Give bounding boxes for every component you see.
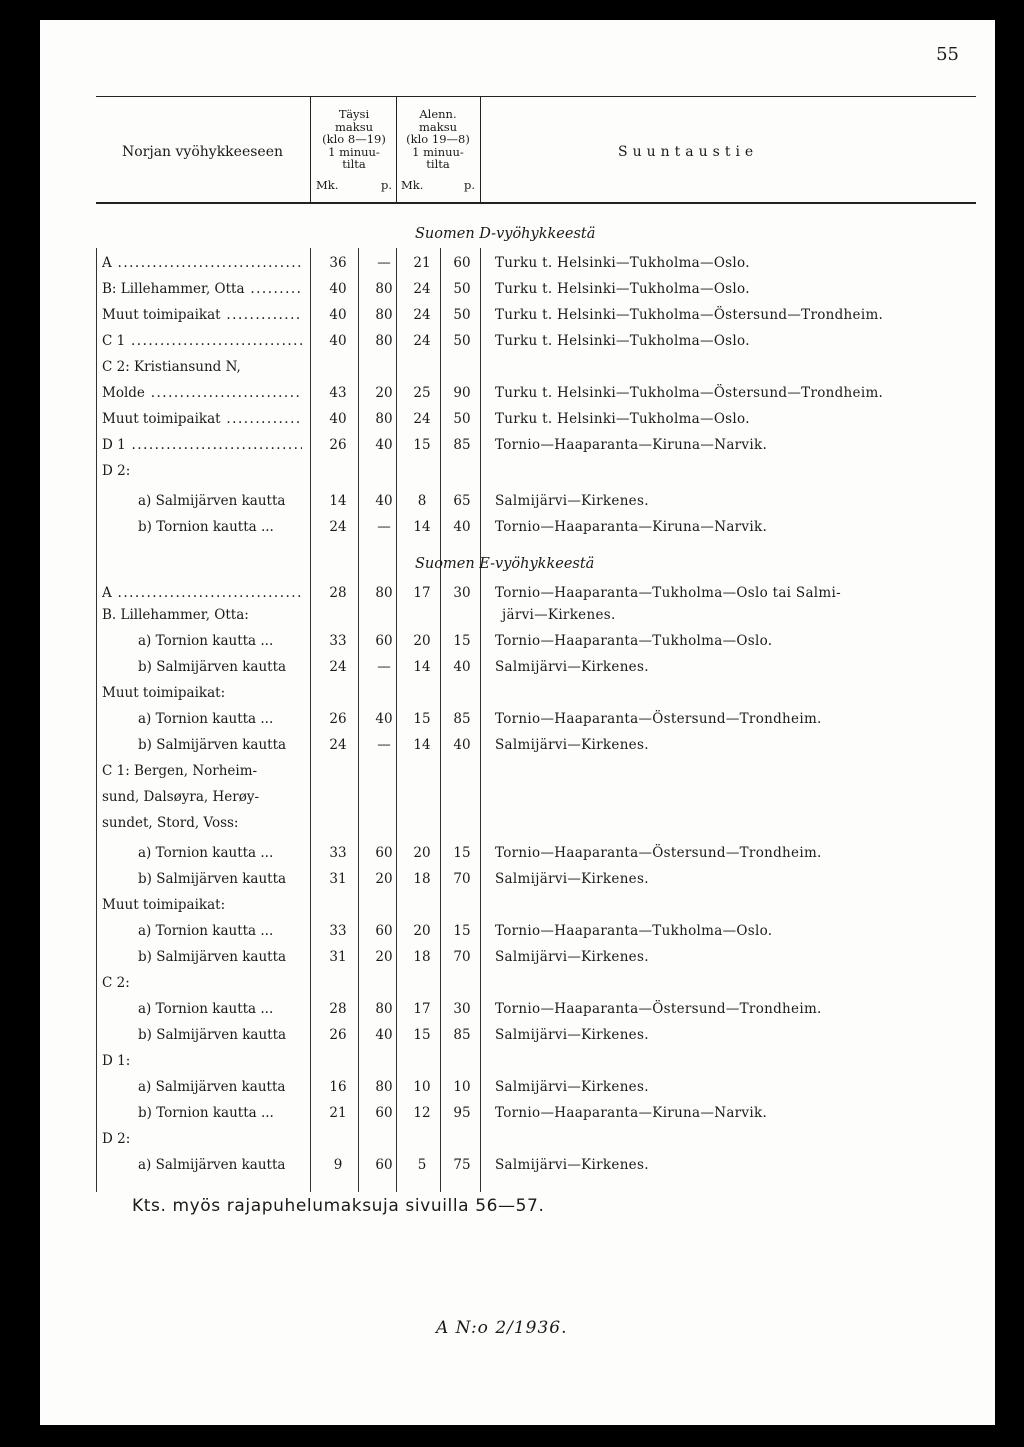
reduced-p-cell: 95 [453, 1105, 471, 1121]
header-route-label: Suuntaustie [618, 144, 759, 160]
zone-cell: a) Tornion kautta ... [138, 1001, 274, 1017]
full-p-cell: 60 [375, 923, 393, 939]
table-row [40, 998, 995, 1020]
zone-cell: a) Tornion kautta ... [138, 923, 274, 939]
table-row [40, 516, 995, 538]
table-row [40, 972, 995, 994]
reduced-p-cell: 15 [453, 845, 471, 861]
reduced-p-cell: 65 [453, 493, 471, 509]
full-mk-cell: 21 [329, 1105, 347, 1121]
table-row [40, 1076, 995, 1098]
full-p-cell: 80 [375, 411, 393, 427]
reduced-rate-line-1: Alenn. [419, 107, 457, 121]
full-rate-line-1: Täysi [338, 107, 370, 121]
full-mk-cell: 14 [329, 493, 347, 509]
reduced-rate-p-unit: p. [463, 177, 475, 192]
reduced-mk-cell: 17 [413, 1001, 431, 1017]
reduced-mk-cell: 21 [413, 255, 431, 271]
table-row [40, 760, 995, 782]
reduced-p-cell: 15 [453, 633, 471, 649]
zone-cell: b) Salmijärven kautta [138, 871, 287, 887]
route-cell: Salmijärvi—Kirkenes. [495, 493, 649, 509]
route-cell: Turku t. Helsinki—Tukholma—Östersund—Trondheim. [495, 385, 884, 401]
full-p-cell: 80 [375, 585, 393, 601]
reduced-p-cell: 30 [453, 1001, 471, 1017]
zone-cell: sund, Dalsøyra, Herøy- [102, 789, 260, 805]
edition-mark: A N:o 2/1936. [436, 1318, 568, 1338]
route-cell: Salmijärvi—Kirkenes. [495, 737, 649, 753]
full-p-cell: 60 [375, 1157, 393, 1173]
full-mk-cell: 40 [329, 281, 347, 297]
section-e-title: Suomen E-vyöhykkeestä [415, 556, 595, 572]
table-row [40, 868, 995, 890]
reduced-mk-cell: 24 [413, 307, 431, 323]
route-cell: Salmijärvi—Kirkenes. [495, 1157, 649, 1173]
zone-cell: C 2: [102, 975, 130, 991]
route-cell: Tornio—Haaparanta—Östersund—Trondheim. [495, 711, 822, 727]
reduced-mk-cell: 5 [417, 1157, 427, 1173]
route-cell: Turku t. Helsinki—Tukholma—Oslo. [495, 281, 750, 297]
table-row [40, 490, 995, 512]
reduced-p-cell: 85 [453, 1027, 471, 1043]
document-page [40, 20, 995, 1425]
reduced-p-cell: 50 [453, 281, 471, 297]
table-row [40, 382, 995, 404]
reduced-p-cell: 75 [453, 1157, 471, 1173]
table-row [40, 1128, 995, 1150]
reduced-p-cell: 30 [453, 585, 471, 601]
full-mk-cell: 31 [329, 871, 347, 887]
full-p-cell: 80 [375, 1079, 393, 1095]
section-d-title: Suomen D-vyöhykkeestä [415, 226, 596, 242]
reduced-p-cell: 50 [453, 411, 471, 427]
route-cell: Turku t. Helsinki—Tukholma—Oslo. [495, 333, 750, 349]
zone-cell: b) Tornion kautta ... [138, 1105, 274, 1121]
reduced-rate-line-4: 1 minuu- [412, 144, 464, 159]
zone-cell: b) Tornion kautta ... [138, 519, 274, 535]
table-row [40, 278, 995, 300]
header-divider-3 [480, 96, 481, 202]
route-cell: järvi—Kirkenes. [502, 607, 616, 623]
reduced-mk-cell: 24 [413, 411, 431, 427]
full-mk-cell: 31 [329, 949, 347, 965]
table-row [40, 434, 995, 456]
reduced-p-cell: 10 [453, 1079, 471, 1095]
zone-cell: Muut toimipaikat ..... [102, 307, 302, 323]
zone-cell: b) Salmijärven kautta [138, 1027, 287, 1043]
zone-cell: Muut toimipaikat ..... [102, 411, 302, 427]
table-row [40, 1102, 995, 1124]
route-cell: Tornio—Haaparanta—Östersund—Trondheim. [495, 845, 822, 861]
table-row [40, 656, 995, 678]
zone-cell: a) Salmijärven kautta [138, 1157, 286, 1173]
full-mk-cell: 24 [329, 737, 347, 753]
full-p-cell: 60 [375, 633, 393, 649]
route-cell: Salmijärvi—Kirkenes. [495, 659, 649, 675]
zone-cell: b) Salmijärven kautta [138, 949, 287, 965]
table-row [40, 252, 995, 274]
table-row [40, 734, 995, 756]
zone-cell: sundet, Stord, Voss: [102, 815, 239, 831]
table-row [40, 842, 995, 864]
zone-cell: B. Lillehammer, Otta: [102, 607, 249, 623]
page-number: 55 [936, 44, 959, 65]
full-mk-cell: 43 [329, 385, 347, 401]
route-cell: Turku t. Helsinki—Tukholma—Östersund—Trondheim. [495, 307, 884, 323]
full-rate-line-5: tilta [342, 157, 366, 171]
zone-cell: b) Salmijärven kautta [138, 659, 287, 675]
table-row [40, 408, 995, 430]
reduced-mk-cell: 24 [413, 333, 431, 349]
full-p-cell: 80 [375, 307, 393, 323]
full-p-cell: 80 [375, 333, 393, 349]
header-bottom-rule [96, 202, 976, 204]
footnote: Kts. myös rajapuhelumaksuja sivuilla 56—57. [132, 1196, 545, 1216]
full-p-cell: 20 [375, 949, 393, 965]
table-row [40, 1154, 995, 1176]
full-rate-p-unit: p. [380, 177, 392, 192]
full-mk-cell: 40 [329, 333, 347, 349]
full-mk-cell: 40 [329, 307, 347, 323]
route-cell: Tornio—Haaparanta—Tukholma—Oslo. [495, 923, 773, 939]
route-cell: Turku t. Helsinki—Tukholma—Oslo. [495, 255, 750, 271]
reduced-mk-cell: 20 [413, 923, 431, 939]
route-cell: Salmijärvi—Kirkenes. [495, 871, 649, 887]
full-p-cell: 40 [375, 1027, 393, 1043]
full-mk-cell: 9 [333, 1157, 343, 1173]
header-full-rate [312, 108, 396, 191]
table-row [40, 946, 995, 968]
zone-cell: A ..... [102, 585, 302, 601]
reduced-mk-cell: 12 [413, 1105, 431, 1121]
reduced-mk-cell: 25 [413, 385, 431, 401]
table-row [40, 786, 995, 808]
table-row [40, 682, 995, 704]
reduced-p-cell: 15 [453, 923, 471, 939]
reduced-mk-cell: 15 [413, 1027, 431, 1043]
reduced-p-cell: 70 [453, 871, 471, 887]
full-mk-cell: 40 [329, 411, 347, 427]
full-p-cell: — [377, 737, 391, 753]
full-p-cell: 60 [375, 1105, 393, 1121]
route-cell: Tornio—Haaparanta—Kiruna—Narvik. [495, 1105, 768, 1121]
full-rate-line-4: 1 minuu- [328, 144, 380, 159]
full-p-cell: — [377, 255, 391, 271]
full-p-cell: 20 [375, 385, 393, 401]
reduced-p-cell: 40 [453, 659, 471, 675]
full-mk-cell: 33 [329, 923, 347, 939]
route-cell: Salmijärvi—Kirkenes. [495, 1027, 649, 1043]
header-top-rule [96, 96, 976, 97]
full-mk-cell: 16 [329, 1079, 347, 1095]
zone-cell: C 1: Bergen, Norheim- [102, 763, 258, 779]
reduced-mk-cell: 20 [413, 633, 431, 649]
reduced-mk-cell: 15 [413, 437, 431, 453]
reduced-rate-mk-unit: Mk. [401, 177, 424, 192]
table-row [40, 920, 995, 942]
route-cell: Turku t. Helsinki—Tukholma—Oslo. [495, 411, 750, 427]
route-cell: Salmijärvi—Kirkenes. [495, 1079, 649, 1095]
reduced-mk-cell: 14 [413, 519, 431, 535]
route-cell: Tornio—Haaparanta—Kiruna—Narvik. [495, 437, 768, 453]
header-reduced-rate [397, 108, 479, 191]
reduced-rate-line-3: (klo 19—8) [406, 132, 470, 146]
full-rate-line-2: maksu [334, 119, 374, 134]
zone-cell: C 2: Kristiansund N, [102, 359, 241, 375]
reduced-p-cell: 40 [453, 519, 471, 535]
zone-cell: D 1 ..... [102, 437, 302, 453]
zone-cell: Muut toimipaikat: [102, 685, 226, 701]
route-cell: Salmijärvi—Kirkenes. [495, 949, 649, 965]
zone-cell: a) Salmijärven kautta [138, 1079, 286, 1095]
zone-cell: D 2: [102, 463, 131, 479]
reduced-p-cell: 90 [453, 385, 471, 401]
reduced-mk-cell: 18 [413, 949, 431, 965]
reduced-p-cell: 70 [453, 949, 471, 965]
table-row [40, 812, 995, 834]
full-mk-cell: 26 [329, 437, 347, 453]
full-p-cell: 40 [375, 437, 393, 453]
reduced-mk-cell: 14 [413, 737, 431, 753]
reduced-mk-cell: 10 [413, 1079, 431, 1095]
table-row [40, 1050, 995, 1072]
route-cell: Tornio—Haaparanta—Tukholma—Oslo. [495, 633, 773, 649]
table-row [40, 1024, 995, 1046]
reduced-mk-cell: 15 [413, 711, 431, 727]
full-p-cell: — [377, 519, 391, 535]
reduced-mk-cell: 14 [413, 659, 431, 675]
reduced-p-cell: 50 [453, 333, 471, 349]
reduced-mk-cell: 20 [413, 845, 431, 861]
reduced-mk-cell: 18 [413, 871, 431, 887]
full-rate-mk-unit: Mk. [316, 177, 339, 192]
zone-cell: B: Lillehammer, Otta ..... [102, 281, 302, 297]
full-p-cell: 20 [375, 871, 393, 887]
full-mk-cell: 24 [329, 519, 347, 535]
full-p-cell: 80 [375, 1001, 393, 1017]
table-row [40, 460, 995, 482]
zone-cell: b) Salmijärven kautta [138, 737, 287, 753]
full-mk-cell: 26 [329, 1027, 347, 1043]
full-mk-cell: 28 [329, 1001, 347, 1017]
reduced-rate-line-5: tilta [426, 157, 450, 171]
zone-cell: A ..... [102, 255, 302, 271]
full-mk-cell: 36 [329, 255, 347, 271]
full-mk-cell: 26 [329, 711, 347, 727]
table-row [40, 330, 995, 352]
full-rate-line-3: (klo 8—19) [322, 132, 386, 146]
full-p-cell: 40 [375, 493, 393, 509]
reduced-p-cell: 60 [453, 255, 471, 271]
route-cell: Tornio—Haaparanta—Östersund—Trondheim. [495, 1001, 822, 1017]
zone-cell: D 2: [102, 1131, 131, 1147]
full-mk-cell: 24 [329, 659, 347, 675]
reduced-mk-cell: 24 [413, 281, 431, 297]
reduced-p-cell: 85 [453, 711, 471, 727]
full-p-cell: 40 [375, 711, 393, 727]
zone-cell: a) Tornion kautta ... [138, 845, 274, 861]
full-mk-cell: 33 [329, 845, 347, 861]
route-cell: Tornio—Haaparanta—Tukholma—Oslo tai Salmi- [495, 585, 841, 601]
reduced-mk-cell: 8 [417, 493, 427, 509]
reduced-mk-cell: 17 [413, 585, 431, 601]
zone-cell: a) Salmijärven kautta [138, 493, 286, 509]
table-row [40, 604, 995, 626]
table-row [40, 304, 995, 326]
full-p-cell: 60 [375, 845, 393, 861]
route-cell: Tornio—Haaparanta—Kiruna—Narvik. [495, 519, 768, 535]
full-mk-cell: 33 [329, 633, 347, 649]
table-row [40, 894, 995, 916]
table-row [40, 582, 995, 604]
table-row [40, 356, 995, 378]
zone-cell: Muut toimipaikat: [102, 897, 226, 913]
full-p-cell: — [377, 659, 391, 675]
reduced-p-cell: 85 [453, 437, 471, 453]
zone-cell: a) Tornion kautta ... [138, 711, 274, 727]
reduced-rate-line-2: maksu [418, 119, 458, 134]
table-row [40, 630, 995, 652]
zone-cell: C 1 ..... [102, 333, 302, 349]
table-row [40, 708, 995, 730]
zone-cell: D 1: [102, 1053, 131, 1069]
reduced-p-cell: 40 [453, 737, 471, 753]
zone-cell: a) Tornion kautta ... [138, 633, 274, 649]
full-p-cell: 80 [375, 281, 393, 297]
reduced-p-cell: 50 [453, 307, 471, 323]
zone-cell: Molde ..... [102, 385, 302, 401]
header-divider-1 [310, 96, 311, 202]
full-mk-cell: 28 [329, 585, 347, 601]
header-zone-label: Norjan vyöhykkeeseen [122, 144, 284, 160]
